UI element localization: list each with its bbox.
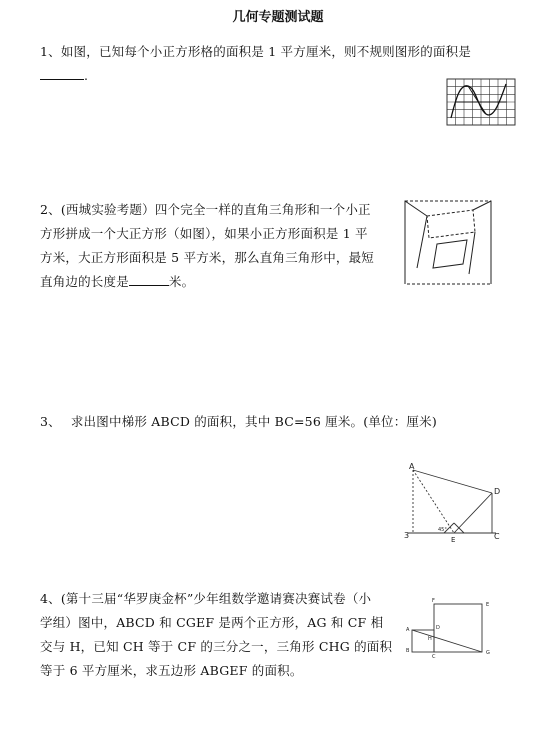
question-1-text: 如图，已知每个小正方形格的面积是 1 平方厘米，则不规则图形的面积是 xyxy=(60,44,472,59)
question-4-number: 4、 xyxy=(40,591,61,606)
small-square xyxy=(433,240,467,268)
question-2-square-figure xyxy=(403,198,495,288)
label-e: E xyxy=(451,536,456,542)
question-4-line-4: 等于 6 平方厘米，求五边形 ABGEF 的面积。 xyxy=(40,663,303,678)
label-d: D xyxy=(494,487,501,496)
label-a: A xyxy=(409,462,415,471)
label-h: H xyxy=(428,636,432,642)
label-a: A xyxy=(406,627,410,633)
question-3-text: 求出图中梯形 ABCD 的面积，其中 BC=56 厘米。(单位：厘米) xyxy=(70,414,437,429)
question-1-grid-figure xyxy=(446,78,516,126)
question-4-line-2: 学组）图中，ABCD 和 CGEF 是两个正方形，AG 和 CF 相 xyxy=(40,615,384,630)
answer-blank-2[interactable] xyxy=(129,271,169,286)
question-4-squares-figure xyxy=(404,596,500,666)
label-f: F xyxy=(432,598,435,604)
question-2-line-4-after: 米。 xyxy=(168,274,195,289)
question-3-trapezoid-figure xyxy=(404,460,504,542)
question-4-line-3: 交与 H，已知 CH 等于 CF 的三分之一，三角形 CHG 的面积 xyxy=(40,639,393,654)
question-3 xyxy=(40,410,520,434)
question-2-line-1: (西城实验考题）四个完全一样的直角三角形和一个小正 xyxy=(60,202,371,217)
label-b: 3 xyxy=(404,531,410,540)
question-2-line-3: 方米，大正方形面积是 5 平方米，那么直角三角形中，最短 xyxy=(40,250,375,265)
label-b: B xyxy=(406,648,410,654)
question-1 xyxy=(40,40,510,88)
question-2 xyxy=(40,198,400,294)
line-ag xyxy=(412,630,482,652)
question-2-number: 2、 xyxy=(40,202,61,217)
label-g: G xyxy=(486,650,490,656)
question-3-number: 3、 xyxy=(40,414,61,429)
question-4-line-1: (第十三届“华罗庚金杯”少年组数学邀请赛决赛试卷（小 xyxy=(60,591,372,606)
label-c: C xyxy=(432,654,436,660)
question-4 xyxy=(40,587,400,683)
side-ad xyxy=(413,470,492,493)
question-2-line-2: 方形拼成一个大正方形（如图），如果小正方形面积是 1 平 xyxy=(40,226,368,241)
question-1-text-after: . xyxy=(84,68,89,83)
label-d: D xyxy=(436,625,440,631)
label-angle: 45° xyxy=(438,527,447,533)
label-e: E xyxy=(486,602,490,608)
question-2-line-4-before: 直角边的长度是 xyxy=(40,274,129,289)
answer-blank-1[interactable] xyxy=(40,65,84,80)
question-1-number: 1、 xyxy=(40,44,61,59)
label-c: C xyxy=(494,532,500,541)
page-title: 几何专题测试题 xyxy=(232,10,324,25)
